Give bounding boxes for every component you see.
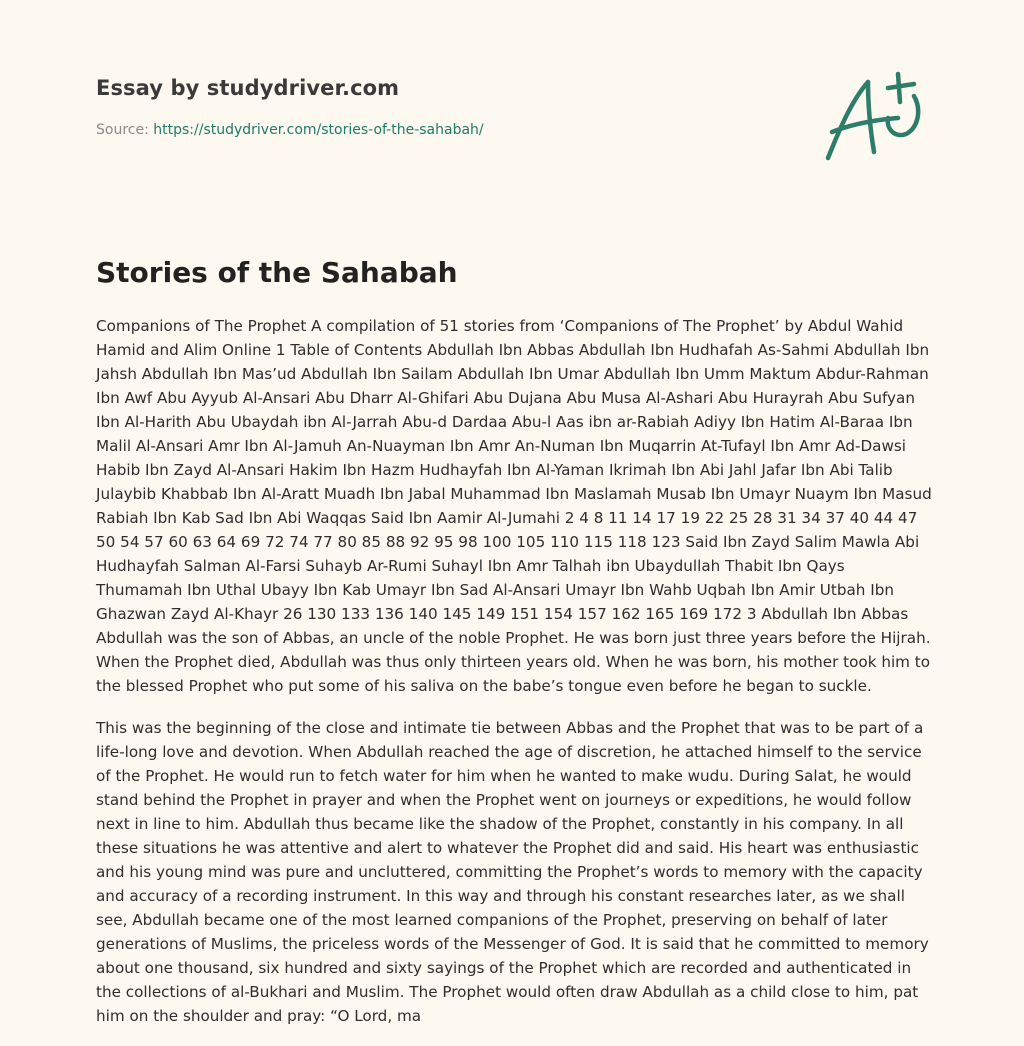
site-title: Essay by studydriver.com — [96, 76, 400, 100]
paragraph: This was the beginning of the close and intimate tie between Abbas and the Prophet that was to be part of a life-long love and devotion. When Abdullah reached the age of discretion, he attached himself to the service of the Prophet. He would run to fetch water for him when he wanted to make wudu. During Salat, he would stand behind the Prophet in prayer and when the Prophet went on journeys or expeditions, he would follow next in line to him. Abdullah thus became like the shadow of the Prophet, constantly in his company. In all these situations he was attentive and alert to whatever the Prophet did and said. His heart was enthusiastic and his young mind was pure and uncluttered, committing the Prophet’s words to memory with the capacity and accuracy of a recording instrument. In this way and through his constant researches later, as we shall see, Abdullah became one of the most learned companions of the Prophet, preserving on behalf of later generations of Muslims, the priceless words of the Messenger of God. It is said that he committed to memory about one thousand, six hundred and sixty sayings of the Prophet which are recorded and authenticated in the collections of al-Bukhari and Muslim. The Prophet would often draw Abdullah as a child close to him, pat him on the shoulder and pray: “O Lord, ma — [96, 719, 929, 1025]
page-title: Stories of the Sahabah — [96, 256, 458, 289]
essay-header — [96, 76, 796, 138]
article-body — [96, 314, 934, 1046]
source-link[interactable]: https://studydriver.com/stories-of-the-sahabah/ — [153, 122, 484, 138]
source-label: Source: — [96, 122, 154, 138]
source-line — [96, 122, 796, 138]
a-plus-logo-icon — [818, 66, 930, 166]
paragraph: Companions of The Prophet A compilation of 51 stories from ‘Companions of The Prophet’ by Abdul Wahid Hamid and Alim Online 1 Table of Contents Abdullah Ibn Abbas Abdullah Ibn Hudhafah As-Sahmi Abdullah Ibn Jahsh Abdullah Ibn Mas’ud Abdullah Ibn Sailam Abdullah Ibn Umar Abdullah Ibn Umm Maktum Abdur-Rahman Ibn Awf Abu Ayyub Al-Ansari Abu Dharr Al-Ghifari Abu Dujana Abu Musa Al-Ashari Abu Hurayrah Abu Sufyan Ibn Al-Harith Abu Ubaydah ibn Al-Jarrah Abu-d Dardaa Abu-l Aas ibn ar-Rabiah Adiyy Ibn Hatim Al-Baraa Ibn Malil Al-Ansari Amr Ibn Al-Jamuh An-Nuayman Ibn Amr An-Numan Ibn Muqarrin At-Tufayl Ibn Amr Ad-Dawsi Habib Ibn Zayd Al-Ansari Hakim Ibn Hazm Hudhayfah Ibn Al-Yaman Ikrimah Ibn Abi Jahl Jafar Ibn Abi Talib Julaybib Khabbab Ibn Al-Aratt Muadh Ibn Jabal Muhammad Ibn Maslamah Musab Ibn Umayr Nuaym Ibn Masud Rabiah Ibn Kab Sad Ibn Abi Waqqas Said Ibn Aamir Al-Jumahi 2 4 8 11 14 17 19 22 25 28 31 34 37 40 44 47 50 54 57 60 63 64 69 72 74 77 80 85 88 92 95 98 100 105 110 115 118 123 Said Ibn Zayd Salim Mawla Abi Hudhayfah Salman Al-Farsi Suhayb Ar-Rumi Suhayl Ibn Amr Talhah ibn Ubaydullah Thabit Ibn Qays Thumamah Ibn Uthal Ubayy Ibn Kab Umayr Ibn Sad Al-Ansari Umayr Ibn Wahb Uqbah Ibn Amir Utbah Ibn Ghazwan Zayd Al-Khayr 26 130 133 136 140 145 149 151 154 157 162 165 169 172 3 Abdullah Ibn Abbas Abdullah was the son of Abbas, an uncle of the noble Prophet. He was born just three years before the Hijrah. When the Prophet died, Abdullah was thus only thirteen years old. When he was born, his mother took him to the blessed Prophet who put some of his saliva on the babe’s tongue even before he began to suckle. — [96, 317, 932, 695]
